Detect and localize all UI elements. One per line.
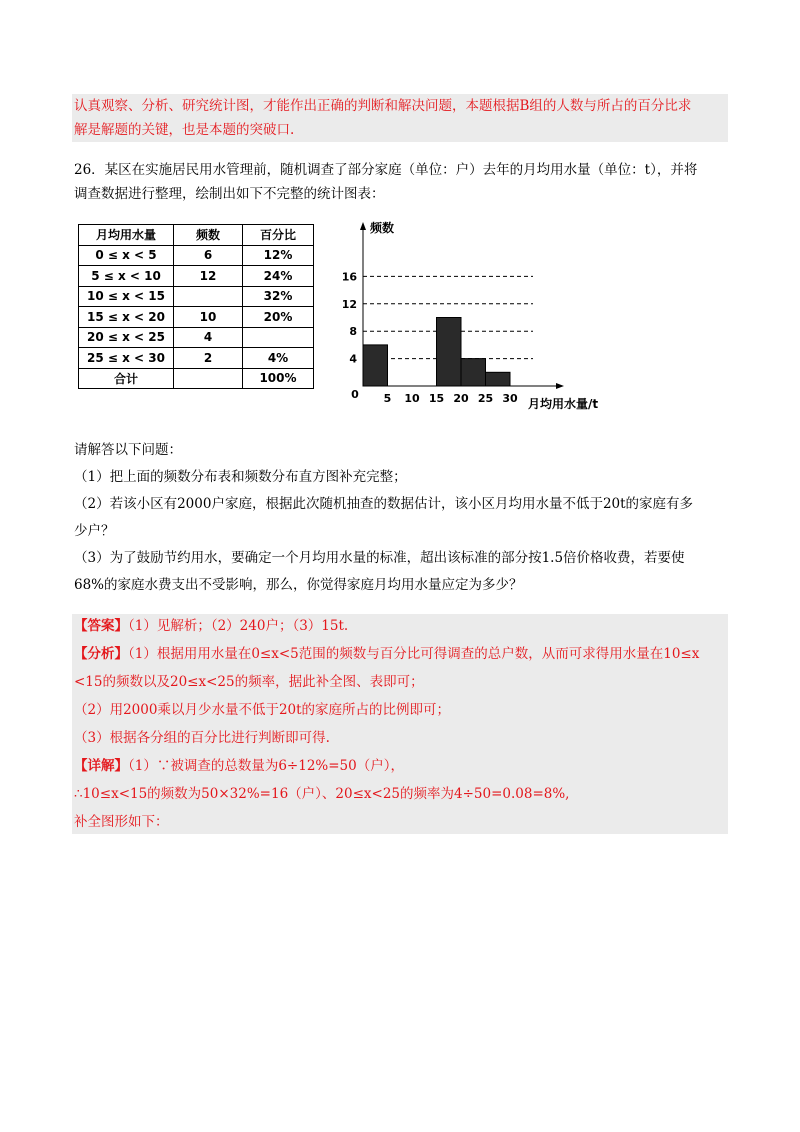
question-1: （1）把上面的频数分布表和频数分布直方图补充完整； — [74, 469, 407, 485]
table-total-row — [79, 368, 314, 389]
x-tick-label: 30 — [502, 392, 518, 405]
table-cell: 10 ≤ x < 15 — [79, 286, 174, 307]
table-cell: 24% — [243, 266, 314, 287]
y-tick-label: 16 — [341, 270, 357, 284]
answer-text: （1）见解析；（2）240户；（3）15t. — [128, 618, 349, 634]
detail-tag: 【详解】 — [74, 758, 128, 774]
table-cell: 合计 — [79, 368, 174, 389]
sub-questions — [72, 438, 728, 597]
question-3-line: （3）为了鼓励节约用水，要确定一个月均用水量的标准，超出该标准的部分按1.5倍价格收费，若要使 — [74, 550, 685, 566]
table-cell: 4% — [243, 348, 314, 369]
prompt-line: 请解答以下问题： — [74, 442, 182, 458]
y-tick-label: 4 — [349, 352, 357, 366]
table-header-row — [79, 225, 314, 246]
x-tick-label: 10 — [404, 392, 420, 405]
answer-tag: 【答案】 — [74, 618, 128, 634]
question-line: 调查数据进行整理，绘制出如下不完整的统计图表： — [74, 186, 385, 202]
table-cell: 4 — [174, 327, 243, 348]
table-cell — [174, 368, 243, 389]
analysis-text: （1）根据用用水量在0≤x<5范围的频数与百分比可得调查的总户数，从而可求得用水量在10≤x — [128, 646, 700, 662]
table-row — [79, 348, 314, 369]
table-row — [79, 245, 314, 266]
question-2-line: 少户？ — [74, 523, 115, 539]
table-row — [79, 327, 314, 348]
analysis-line: <15的频数以及20≤x<25的频率，据此补全图、表即可； — [74, 674, 424, 690]
question-stem — [72, 158, 728, 206]
table-cell: 10 — [174, 307, 243, 328]
table-cell: 2 — [174, 348, 243, 369]
y-axis-arrow — [360, 222, 366, 230]
detail-line: 补全图形如下： — [74, 814, 169, 830]
question-3-line: 68%的家庭水费支出不受影响，那么，你觉得家庭月均用水量应定为多少？ — [74, 577, 523, 593]
analysis-line — [72, 642, 728, 666]
histogram-bar — [363, 345, 388, 386]
table-cell: 0 ≤ x < 5 — [79, 245, 174, 266]
y-tick-label: 12 — [341, 297, 357, 311]
table-cell: 6 — [174, 245, 243, 266]
x-tick-label: 15 — [428, 392, 445, 405]
solution-block — [72, 614, 728, 834]
table-cell — [174, 286, 243, 307]
y-axis-label: 频数 — [370, 221, 395, 235]
analysis-line: （2）用2000乘以月少水量不低于20t的家庭所占的比例即可； — [74, 702, 451, 718]
frequency-table — [78, 224, 314, 389]
histogram-bar — [486, 372, 511, 386]
table-cell: 25 ≤ x < 30 — [79, 348, 174, 369]
frequency-histogram — [332, 212, 632, 414]
header-cell: 百分比 — [243, 225, 314, 246]
x-tick-label: 0 — [351, 388, 359, 401]
histogram-bar — [437, 318, 462, 387]
table-cell: 12% — [243, 245, 314, 266]
y-tick-label: 8 — [349, 325, 357, 339]
x-tick-label: 25 — [477, 392, 494, 405]
answer-line — [72, 614, 728, 638]
table-cell: 100% — [243, 368, 314, 389]
header-cell: 频数 — [174, 225, 243, 246]
table-cell — [243, 327, 314, 348]
table-cell: 15 ≤ x < 20 — [79, 307, 174, 328]
analysis-line: （3）根据各分组的百分比进行判断即可得. — [74, 730, 330, 746]
table-row — [79, 266, 314, 287]
table-row — [79, 286, 314, 307]
table-cell: 12 — [174, 266, 243, 287]
x-tick-label: 5 — [383, 392, 392, 405]
x-axis-arrow — [556, 383, 564, 389]
table-cell: 32% — [243, 286, 314, 307]
question-2-line: （2）若该小区有2000户家庭，根据此次随机抽查的数据估计，该小区月均用水量不低于20t的家庭有多 — [74, 496, 694, 512]
detail-line — [72, 754, 728, 778]
table-cell: 5 ≤ x < 10 — [79, 266, 174, 287]
histogram-bar — [461, 359, 486, 386]
analysis-tag: 【分析】 — [74, 646, 128, 662]
detail-text: （1）∵被调查的总数量为6÷12%=50（户）， — [128, 758, 404, 774]
previous-solution-text — [72, 94, 728, 142]
question-line: 26．某区在实施居民用水管理前，随机调查了部分家庭（单位：户）去年的月均用水量（单位：t），并将 — [74, 162, 698, 178]
text-line: 解是解题的关键，也是本题的突破口. — [74, 122, 295, 138]
table-row — [79, 307, 314, 328]
detail-line: ∴10≤x<15的频数为50×32%=16（户）、20≤x<25的频率为4÷50=0.08=8%, — [74, 786, 570, 802]
x-axis-label: 月均用水量/t — [528, 397, 599, 411]
header-cell: 月均用水量 — [79, 225, 174, 246]
frequency-table-figure — [78, 224, 318, 396]
text-line: 认真观察、分析、研究统计图，才能作出正确的判断和解决问题，本题根据B组的人数与所占的百分比求 — [74, 98, 692, 114]
table-cell: 20 ≤ x < 25 — [79, 327, 174, 348]
x-tick-label: 20 — [453, 392, 469, 405]
table-cell: 20% — [243, 307, 314, 328]
